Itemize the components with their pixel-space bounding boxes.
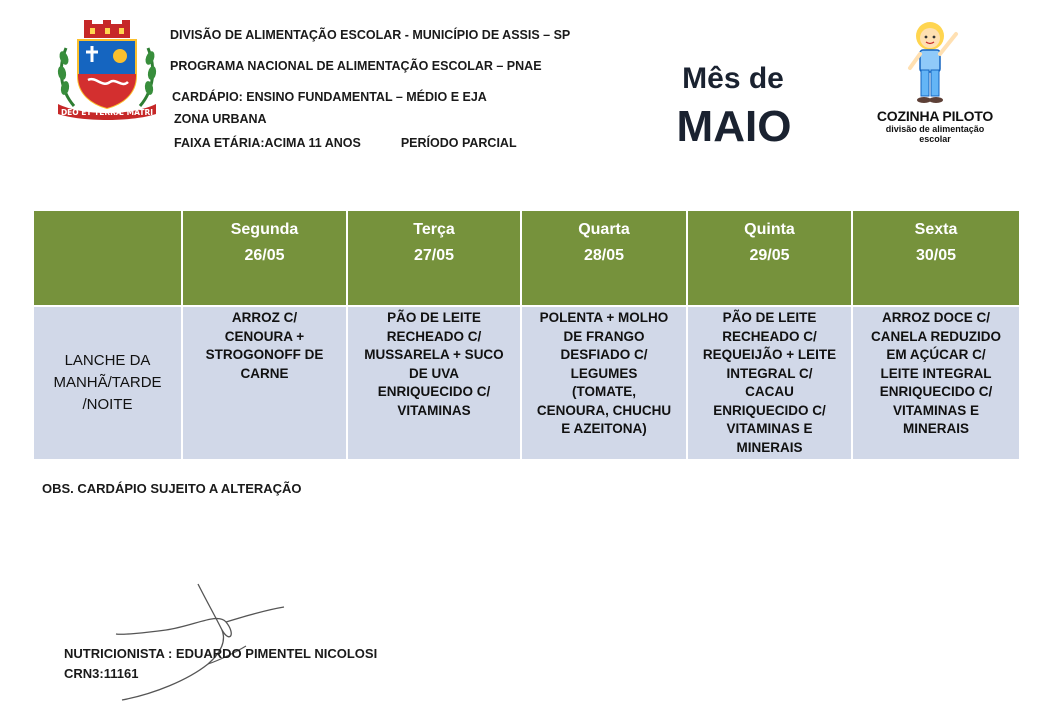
menu-cell-friday bbox=[852, 306, 1020, 460]
day-header-tuesday bbox=[347, 210, 521, 306]
day-date: 27/05 bbox=[413, 247, 455, 264]
day-name: Sexta bbox=[914, 221, 958, 238]
menu-item-line: ENRIQUECIDO C/ bbox=[377, 384, 491, 399]
menu-cell-tuesday bbox=[347, 306, 521, 460]
menu-cell-monday bbox=[182, 306, 347, 460]
menu-item-line: ARROZ C/ bbox=[231, 310, 298, 325]
day-date: 30/05 bbox=[915, 247, 957, 264]
menu-item-line: DE UVA bbox=[408, 365, 459, 381]
menu-item-line: (TOMATE, bbox=[572, 384, 636, 399]
header-age-range: FAIXA ETÁRIA:ACIMA 11 ANOS bbox=[174, 136, 361, 150]
meal-row-label bbox=[33, 306, 182, 460]
menu-row-snack bbox=[33, 306, 1020, 460]
menu-item-line: MINERAIS bbox=[902, 421, 969, 436]
menu-item-line: ARROZ DOCE C/ bbox=[882, 310, 990, 325]
header-menu-type: CARDÁPIO: ENSINO FUNDAMENTAL – MÉDIO E EJA bbox=[172, 90, 487, 104]
crest-laurel-left bbox=[57, 48, 74, 106]
menu-cell-thursday bbox=[687, 306, 852, 460]
day-name: Quarta bbox=[578, 221, 630, 238]
menu-item-line: RECHEADO C/ bbox=[386, 328, 482, 344]
day-name: Quinta bbox=[744, 221, 795, 238]
header-age-period bbox=[174, 136, 517, 150]
day-date: 26/05 bbox=[244, 247, 285, 264]
day-header-friday bbox=[852, 210, 1020, 306]
menu-item-line: VITAMINAS E bbox=[726, 421, 813, 436]
menu-item-line: E AZEITONA) bbox=[561, 421, 647, 436]
cozinha-piloto-logo bbox=[870, 12, 1000, 144]
menu-item-line: CENOURA + bbox=[224, 328, 305, 344]
menu-item-line: DESFIADO C/ bbox=[560, 347, 648, 362]
menu-item-line: CACAU bbox=[745, 384, 794, 399]
header-corner-cell bbox=[33, 210, 182, 306]
menu-item-line: PÃO DE LEITE bbox=[387, 310, 481, 325]
menu-table bbox=[32, 209, 1021, 461]
nutritionist-signature bbox=[96, 580, 386, 705]
crest-shield bbox=[78, 40, 136, 108]
menu-item-line: REQUEIJÃO + LEITE bbox=[702, 347, 837, 362]
menu-item-line: LEITE INTEGRAL bbox=[880, 365, 992, 381]
logo-title: COZINHA PILOTO bbox=[876, 108, 994, 124]
menu-item-line: MINERAIS bbox=[736, 439, 803, 455]
month-label: Mês de bbox=[682, 62, 784, 95]
header-program: PROGRAMA NACIONAL DE ALIMENTAÇÃO ESCOLAR – PNAE bbox=[170, 59, 542, 73]
menu-item-line: ENRIQUECIDO C/ bbox=[879, 384, 993, 399]
month-name: MAIO bbox=[676, 102, 792, 151]
menu-item-line: DE FRANGO bbox=[563, 328, 645, 344]
menu-disclaimer: OBS. CARDÁPIO SUJEITO A ALTERAÇÃO bbox=[42, 481, 302, 496]
menu-header-row bbox=[33, 210, 1020, 306]
day-name: Segunda bbox=[230, 221, 299, 238]
crest-motto: DEO ET TERRÆ MATRI bbox=[60, 108, 154, 117]
menu-item-line: RECHEADO C/ bbox=[722, 328, 817, 344]
day-date: 29/05 bbox=[749, 247, 790, 264]
menu-item-line: EM AÇÚCAR C/ bbox=[886, 347, 986, 362]
day-header-thursday bbox=[687, 210, 852, 306]
menu-item-line: LEGUMES bbox=[570, 365, 638, 381]
day-date: 28/05 bbox=[583, 247, 625, 264]
header-division: DIVISÃO DE ALIMENTAÇÃO ESCOLAR - MUNICÍPIO DE ASSIS – SP bbox=[170, 28, 571, 42]
menu-item-line: POLENTA + MOLHO bbox=[539, 310, 669, 325]
nutritionist-crn: CRN3:11161 bbox=[64, 666, 139, 681]
menu-item-line: CENOURA, CHUCHU bbox=[536, 402, 672, 418]
menu-item-line: VITAMINAS bbox=[397, 402, 471, 418]
menu-item-line: CANELA REDUZIDO bbox=[871, 328, 1001, 344]
menu-item-line: CARNE bbox=[240, 365, 289, 381]
menu-item-line: PÃO DE LEITE bbox=[722, 310, 817, 325]
row-label-line: LANCHE DA bbox=[64, 352, 151, 369]
logo-subtitle: divisão de alimentação escolar bbox=[885, 124, 985, 144]
menu-item-line: ENRIQUECIDO C/ bbox=[713, 402, 826, 418]
header-zone: ZONA URBANA bbox=[174, 112, 267, 126]
menu-item-line: STROGONOFF DE bbox=[205, 347, 324, 362]
row-label-line: MANHÃ/TARDE bbox=[53, 374, 162, 391]
menu-item-line: MUSSARELA + SUCO bbox=[364, 347, 504, 362]
chef-character-icon bbox=[870, 12, 1000, 108]
day-name: Terça bbox=[413, 221, 455, 238]
menu-item-line: VITAMINAS E bbox=[892, 402, 979, 418]
header-period: PERÍODO PARCIAL bbox=[400, 136, 517, 150]
day-header-monday bbox=[182, 210, 347, 306]
nutritionist-name: NUTRICIONISTA : EDUARDO PIMENTEL NICOLOSI bbox=[64, 646, 378, 661]
crest-crown bbox=[84, 20, 130, 38]
day-header-wednesday bbox=[521, 210, 687, 306]
menu-item-line: INTEGRAL C/ bbox=[726, 365, 813, 381]
row-label-line: /NOITE bbox=[82, 396, 133, 413]
menu-cell-wednesday bbox=[521, 306, 687, 460]
municipal-crest-logo bbox=[52, 18, 162, 122]
crest-laurel-right bbox=[140, 48, 157, 106]
